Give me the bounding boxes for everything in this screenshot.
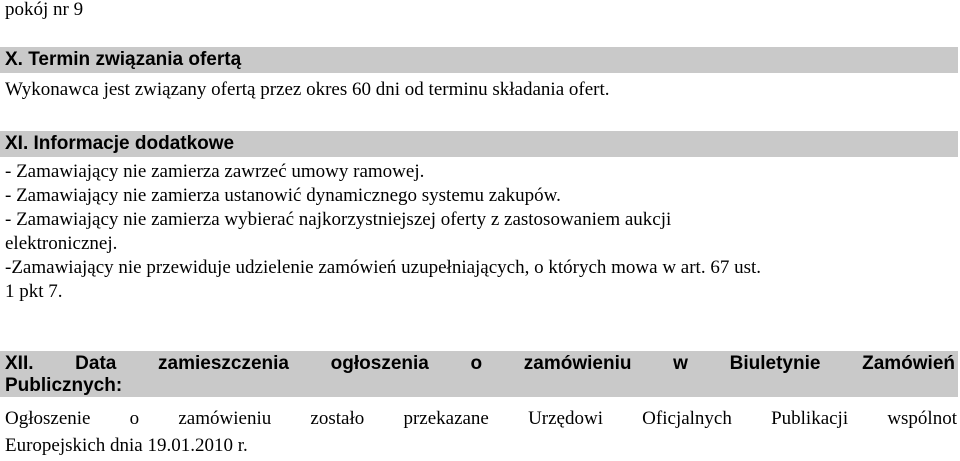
section-xii-heading-bar bbox=[0, 351, 958, 397]
section-xi-heading: XI. Informacje dodatkowe bbox=[5, 133, 235, 154]
section-xi-line-4: elektronicznej. bbox=[5, 233, 118, 254]
section-xii-heading-line-1: XII. Data zamieszczenia ogłoszenia o zamówieniu w Biuletynie Zamówień bbox=[5, 353, 955, 374]
section-xi-line-3: - Zamawiający nie zamierza wybierać najkorzystniejszej oferty z zastosowaniem aukcji bbox=[5, 209, 672, 230]
section-x-heading: X. Termin związania ofertą bbox=[5, 49, 242, 70]
section-xi-heading-bar bbox=[0, 131, 958, 157]
section-xi-line-6: 1 pkt 7. bbox=[5, 281, 63, 302]
top-text-fragment: pokój nr 9 bbox=[5, 0, 84, 20]
section-xii-line-1: Ogłoszenie o zamówieniu zostało przekazane Urzędowi Oficjalnych Publikacji wspólnot bbox=[5, 408, 957, 429]
section-x-heading-bar bbox=[0, 47, 958, 73]
section-xi-line-2: - Zamawiający nie zamierza ustanowić dynamicznego systemu zakupów. bbox=[5, 185, 561, 206]
section-xii-line-2: Europejskich dnia 19.01.2010 r. bbox=[5, 435, 248, 456]
section-xi-line-5: -Zamawiający nie przewiduje udzielenie zamówień uzupełniających, o których mowa w art. 67 ust. bbox=[5, 257, 762, 278]
section-xi-line-1: - Zamawiający nie zamierza zawrzeć umowy ramowej. bbox=[5, 161, 425, 182]
section-xii-heading-line-2: Publicznych: bbox=[5, 375, 123, 396]
section-x-line-1: Wykonawca jest związany ofertą przez okres 60 dni od terminu składania ofert. bbox=[5, 79, 610, 100]
